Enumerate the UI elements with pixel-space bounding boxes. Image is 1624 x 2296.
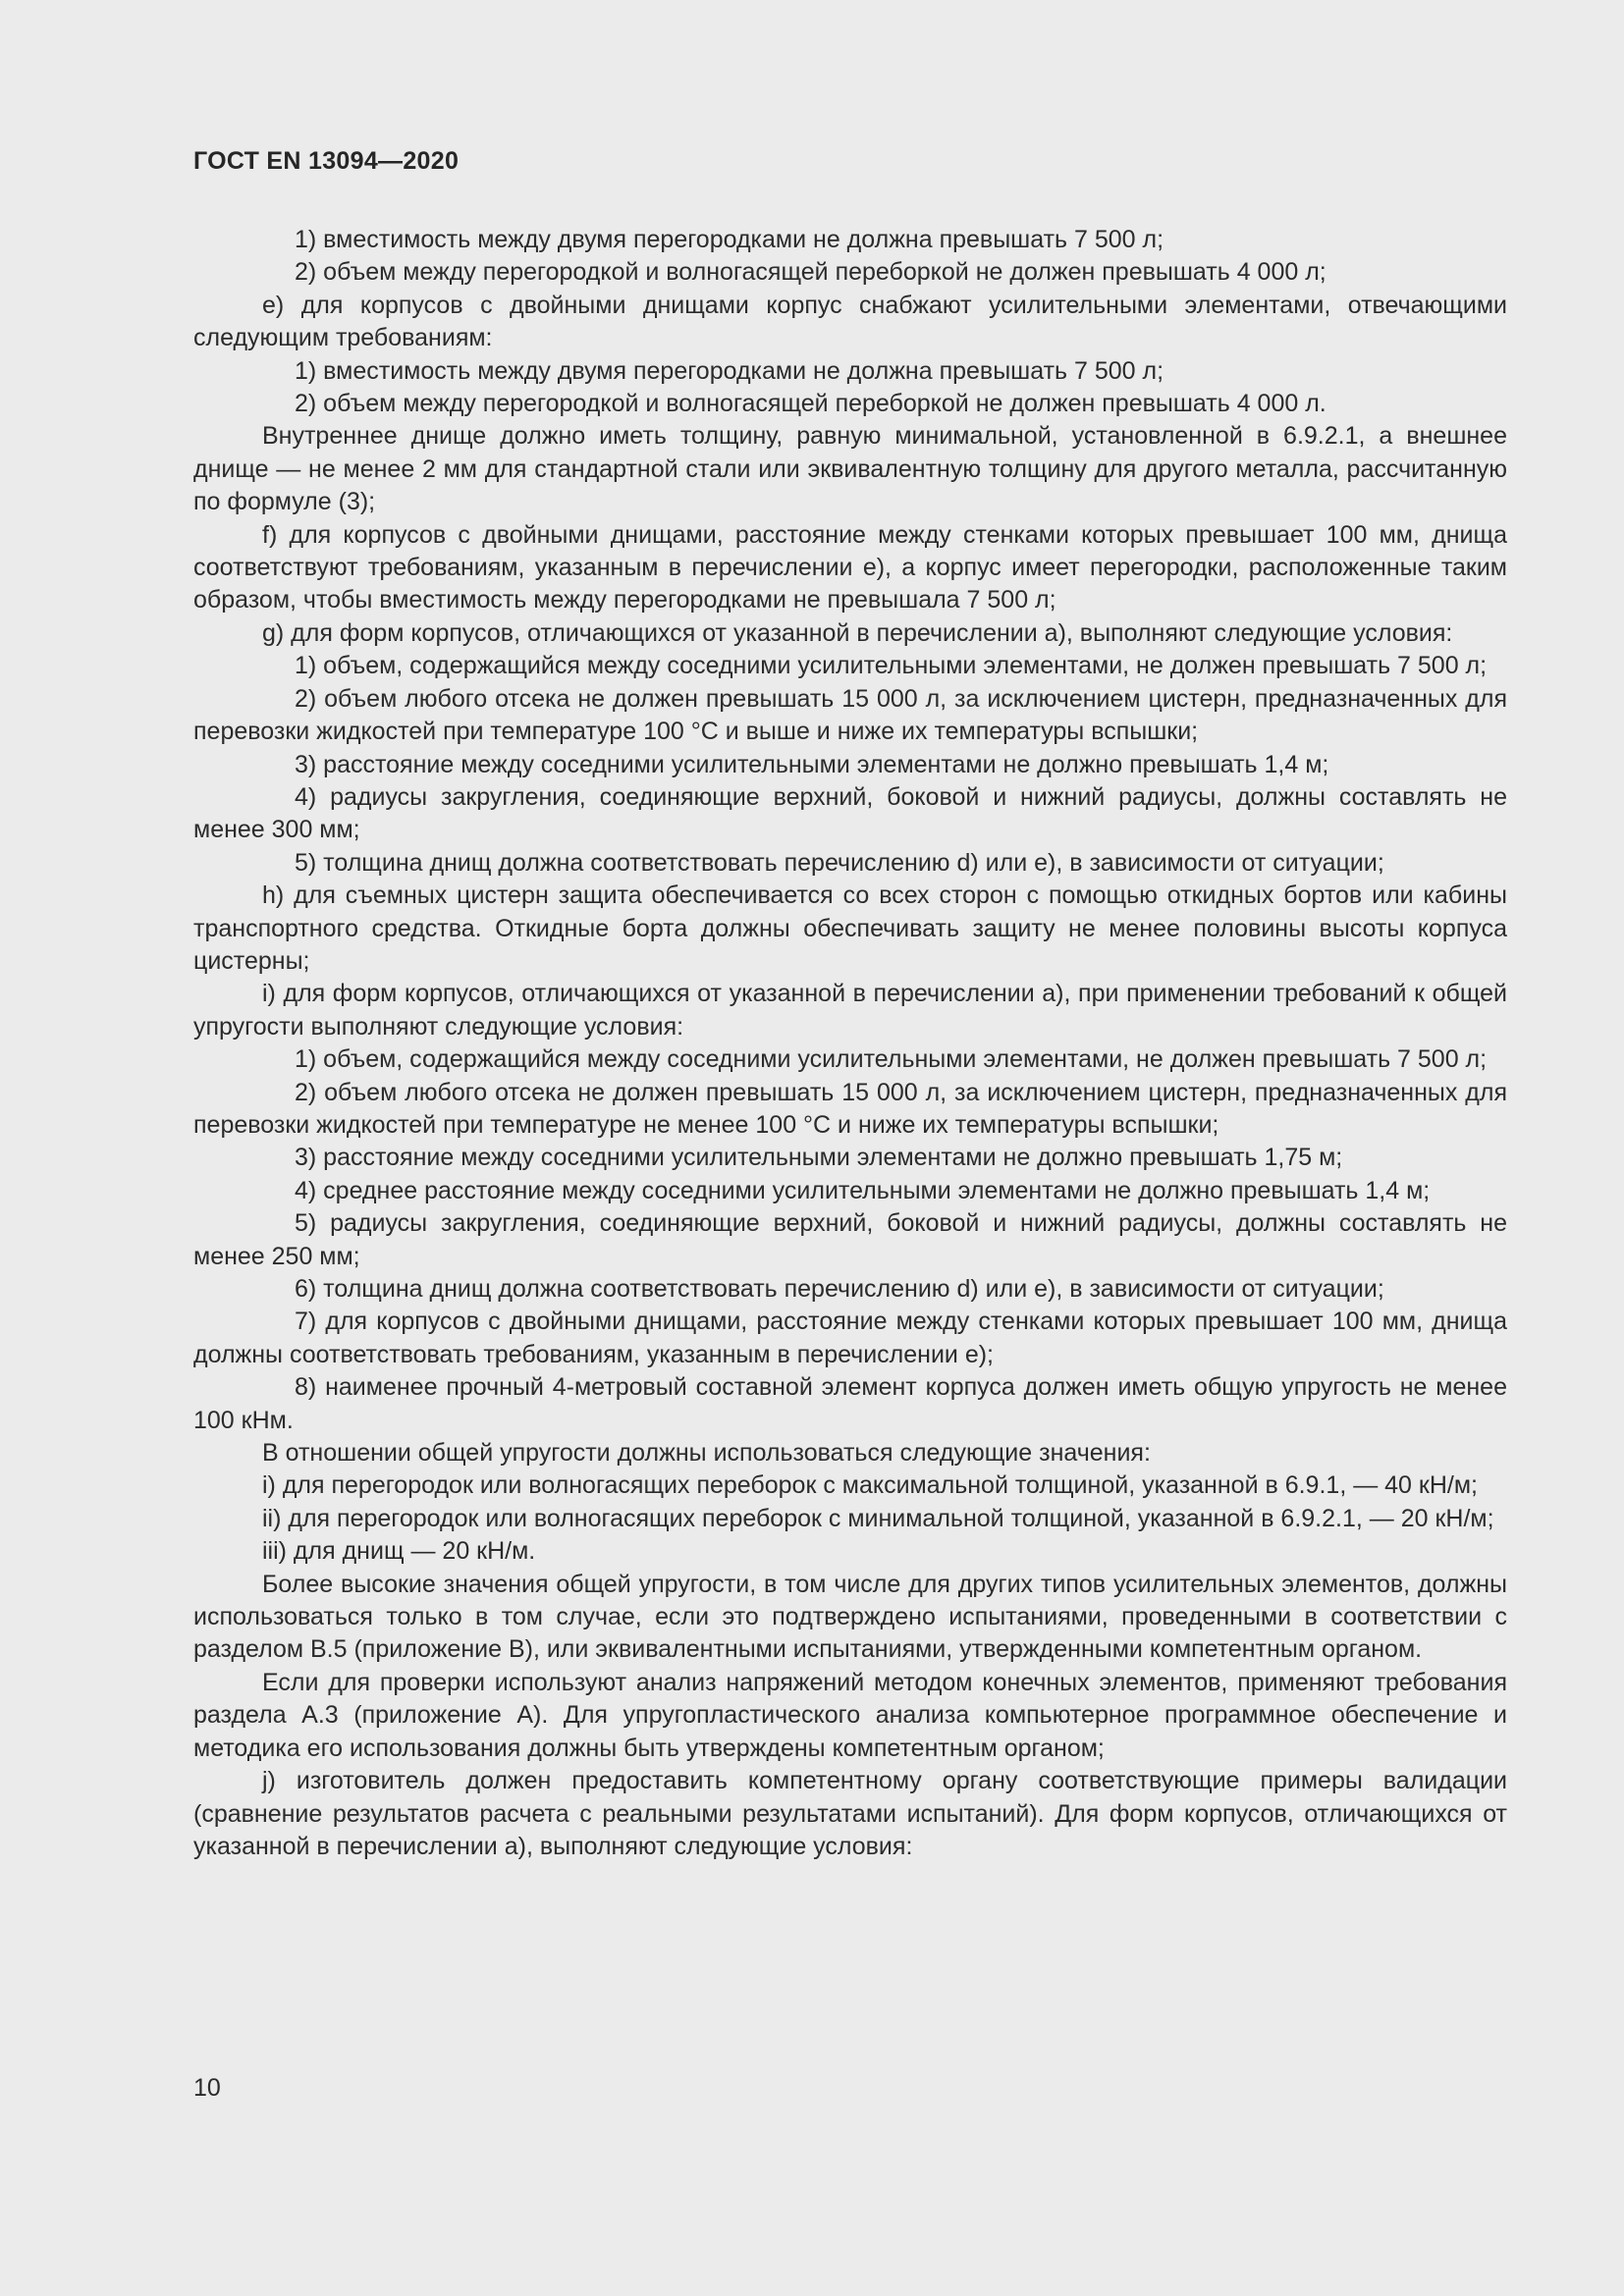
paragraph: g) для форм корпусов, отличающихся от указанной в перечислении a), выполняют следующие условия: [262,618,1453,647]
paragraph: 5) толщина днищ должна соответствовать перечислению d) или e), в зависимости от ситуации; [295,848,1384,877]
paragraph: 2) объем любого отсека не должен превышать 15 000 л, за исключением цистерн, предназначенных для перевозки жидкостей при температуре 100 °C и выше и ниже их температуры вспышки; [193,684,1507,746]
paragraph: 4) среднее расстояние между соседними усилительными элементами не должно превышать 1,4 м; [295,1176,1431,1204]
paragraph: В отношении общей упругости должны использоваться следующие значения: [262,1439,1151,1468]
paragraph: 1) вместимость между двумя перегородками не должна превышать 7 500 л; [295,356,1164,385]
paragraph: 1) вместимость между двумя перегородками не должна превышать 7 500 л; [295,226,1164,253]
paragraph: 2) объем между перегородкой и волногасящей переборкой не должен превышать 4 000 л; [295,258,1326,287]
paragraph: 3) расстояние между соседними усилительными элементами не должно превышать 1,4 м; [295,750,1329,778]
paragraph: 6) толщина днищ должна соответствовать перечислению d) или e), в зависимости от ситуации; [295,1275,1384,1303]
paragraph: i) для форм корпусов, отличающихся от указанной в перечислении a), при применении требований к общей упругости выполняют следующие условия: [193,980,1507,1041]
paragraph: i) для перегородок или волногасящих переборок с максимальной толщиной, указанной в 6.9.1, — 40 кН/м; [262,1471,1478,1500]
paragraph: iii) для днищ — 20 кН/м. [262,1537,536,1566]
paragraph: Если для проверки используют анализ напряжений методом конечных элементов, применяют требования раздела A.3 (приложение A). Для упругопластического анализа компьютерное программное обеспечение и методика его использования должны быть утверждены компетентным органом; [193,1668,1507,1762]
paragraph: e) для корпусов с двойными днищами корпус снабжают усилительными элементами, отвечающими следующим требованиям: [193,291,1507,352]
paragraph: 8) наименее прочный 4-метровый составной элемент корпуса должен иметь общую упругость не менее 100 кНм. [193,1373,1507,1434]
document-header: ГОСТ EN 13094—2020 [193,147,460,175]
paragraph: Более высокие значения общей упругости, в том числе для других типов усилительных элементов, должны использоваться только в том случае, если это подтверждено испытаниями, проведенными в соответствии с разделом B.5 (приложение B), или эквивалентными испытаниями, утвержденными компетентным органом. [193,1570,1507,1664]
paragraph: 1) объем, содержащийся между соседними усилительными элементами, не должен превышать 7 500 л; [295,1045,1488,1074]
paragraph: h) для съемных цистерн защита обеспечивается со всех сторон с помощью откидных бортов или кабины транспортного средства. Откидные борта должны обеспечивать защиту не менее половины высоты корпуса цистерны; [193,881,1507,975]
paragraph: 2) объем между перегородкой и волногасящей переборкой не должен превышать 4 000 л. [295,390,1326,418]
paragraph: 1) объем, содержащийся между соседними усилительными элементами, не должен превышать 7 500 л; [295,652,1488,680]
paragraph: 2) объем любого отсека не должен превышать 15 000 л, за исключением цистерн, предназначенных для перевозки жидкостей при температуре не менее 100 °C и ниже их температуры вспышки; [193,1078,1507,1139]
paragraph: 7) для корпусов с двойными днищами, расстояние между стенками которых превышает 100 мм, днища должны соответствовать требованиям, указанным в перечислении e); [193,1308,1507,1368]
paragraph: 4) радиусы закругления, соединяющие верхний, боковой и нижний радиусы, должны составлять не менее 300 мм; [193,782,1507,844]
paragraph: Внутреннее днище должно иметь толщину, равную минимальной, установленной в 6.9.2.1, а внешнее днище — не менее 2 мм для стандартной стали или эквивалентную толщину для другого металла, рассчитанную по формуле (3); [193,422,1507,516]
paragraph: 5) радиусы закругления, соединяющие верхний, боковой и нижний радиусы, должны составлять не менее 250 мм; [193,1209,1507,1270]
document-body [193,224,1507,1863]
paragraph: f) для корпусов с двойными днищами, расстояние между стенками которых превышает 100 мм, днища соответствуют требованиям, указанным в перечислении e), а корпус имеет перегородки, расположенные таким образом, чтобы вместимость между перегородками не превышала 7 500 л; [193,520,1507,614]
page-number: 10 [193,2074,221,2102]
paragraph: ii) для перегородок или волногасящих переборок с минимальной толщиной, указанной в 6.9.2.1, — 20 кН/м; [262,1504,1494,1532]
paragraph: 3) расстояние между соседними усилительными элементами не должно превышать 1,75 м; [295,1144,1343,1172]
paragraph: j) изготовитель должен предоставить компетентному органу соответствующие примеры валидации (сравнение результатов расчета с реальными результатами испытаний). Для форм корпусов, отличающихся от указанной в перечислении a), выполняют следующие условия: [193,1767,1507,1860]
